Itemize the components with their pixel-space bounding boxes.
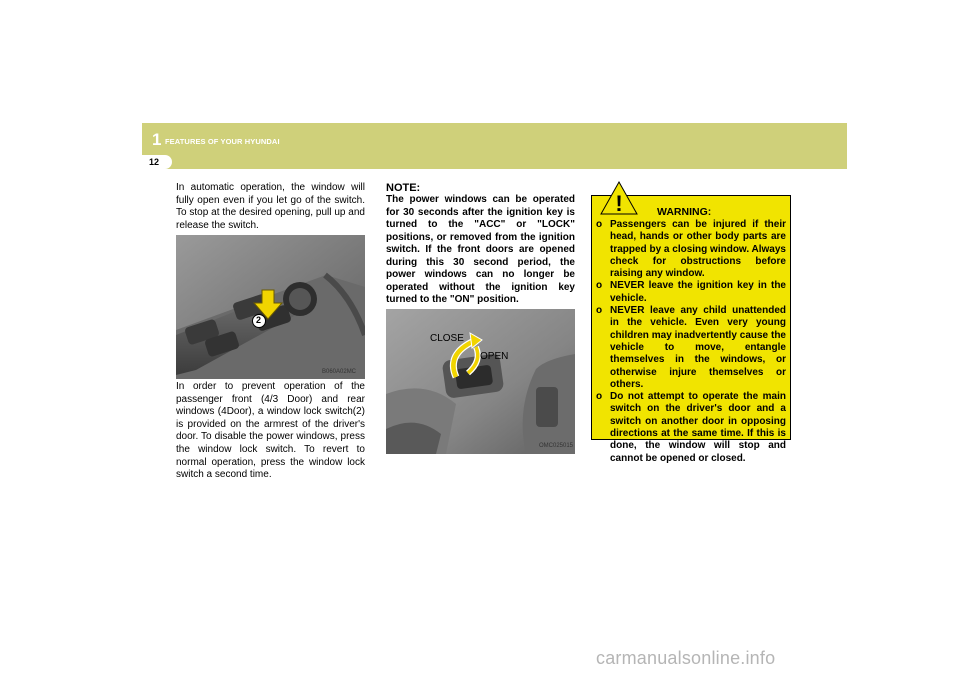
warning-exclamation: ! <box>615 191 623 216</box>
window-lock-switch-photo <box>176 235 365 379</box>
warning-bullet: o <box>596 391 603 403</box>
warning-item: o Do not attempt to operate the main switch on the driver's door and a switch on another door in opposing directions at the same time. If this is done, the window will stop and cannot be opened or closed. <box>596 391 786 464</box>
warning-item: o Passengers can be injured if their head, hands or other body parts are trapped by a closing window. Always check for obstructions before raising any window. <box>596 219 786 280</box>
warning-item: o NEVER leave any child unattended in the vehicle. Even very young children may inadvertently cause the vehicle to move, entangle themselves in the windows, or otherwise injure themselves or others. <box>596 305 786 390</box>
chapter-title: FEATURES OF YOUR HYUNDAI <box>165 137 280 146</box>
header-band <box>142 123 847 169</box>
figure2-code: OMC025015 <box>539 443 574 449</box>
note-text: The power windows can be operated for 30 seconds after the ignition key is turned to the "ACC" or "LOCK" positions, or removed from the ignition switch. If the front doors are opened during this 30 second period, the power windows can no longer be operated without the ignition key turned to the "ON" position. <box>386 194 575 305</box>
open-label: OPEN <box>480 351 509 362</box>
warning-bullet: o <box>596 305 603 317</box>
warning-triangle-icon <box>599 180 639 216</box>
chapter-number: 1 <box>152 130 162 149</box>
warning-list <box>596 219 786 465</box>
warning-item: o NEVER leave the ignition key in the vehicle. <box>596 280 786 304</box>
figure1-code: B060A02MC <box>322 369 357 375</box>
watermark: carmanualsonline.info <box>596 648 776 668</box>
close-label: CLOSE <box>430 333 464 344</box>
warning-title: WARNING: <box>657 206 712 218</box>
page-number: 12 <box>149 157 160 167</box>
note-heading: NOTE: <box>386 182 421 194</box>
window-switch-photo <box>386 309 575 454</box>
automatic-operation-paragraph: In automatic operation, the window will fully open even if you let go of the switch. To stop at the desired opening, pull up and release the switch. <box>176 182 365 231</box>
warning-bullet: o <box>596 219 603 230</box>
warning-bullet: o <box>596 280 603 292</box>
figure1-callout-number: 2 <box>256 315 262 325</box>
window-lock-paragraph: In order to prevent operation of the passenger front (4/3 Door) and rear windows (4Door), a window lock switch(2) is provided on the armrest of the driver's door. To disable the power windows, press the window lock switch. To revert to normal operation, press the window lock switch a second time. <box>176 381 365 481</box>
